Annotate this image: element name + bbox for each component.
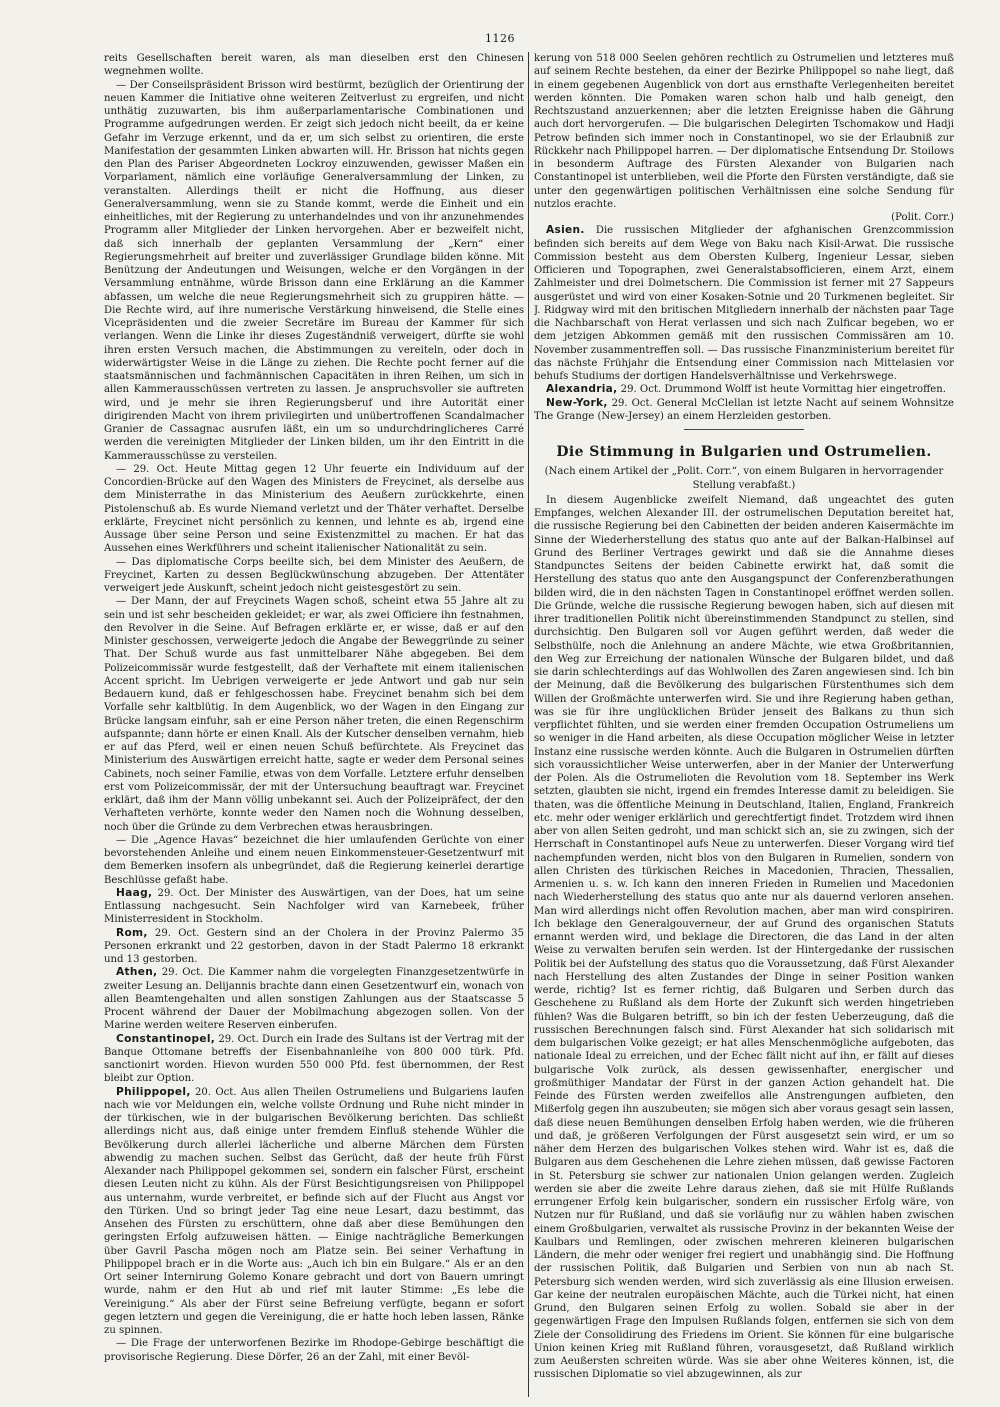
paragraph: kerung von 518 000 Seelen gehören rechtlich zu Ostrumelien und letzteres muß auf seinem Rechte bestehen, da einer der Bezirke Philippopel so nahe liegt, daß in einem gegebenen Augenblick von dort aus ernsthafte Verlegenheiten bereitet werden könnten. Die Pomaken waren schon halb und halb geneigt, den Rechtszustand anzuerkennen; aber die letzten Ereignisse haben die Gährung auch dort hervorgerufen. — Die bulgarischen Delegirten Tschomakow und Hadji Petrow befinden sich immer noch in Constantinopel, wo sie der Erlaubniß zur Rückkehr nach Philippopel harren. — Der diplomatische Entsendung Dr. Stoilows in besonderm Auftrage des Fürsten Alexander von Bulgarien nach Constantinopel ist unterblieben, weil die Pforte den Fürsten verständigte, daß sie unter den gegenwärtigen politischen Verhältnissen eine solche Sendung für nutzlos erachte. — [534, 53, 954, 210]
paragraph: — Der Mann, der auf Freycinets Wagen schoß, scheint etwa 55 Jahre alt zu sein und ist sehr bescheiden gekleidet; er war, als zwei Officiere ihn festnahmen, den Revolver in die Seine. Auf Befragen erklärte er, er wisse, daß er auf den Minister geschossen, verweigerte jedoch die Angabe der Beweggründe zu seiner That. Der Schuß wurde aus fast unmittelbarer Nähe abgegeben. Bei dem Polizeicommissär wurde festgestellt, daß der Verhaftete mit einem italienischen Accent spricht. Im Uebrigen verweigerte er jede Antwort und gab nur sein Bedauern kund, daß er fehlgeschossen habe. Freycinet benahm sich bei dem Vorfalle sehr kaltblütig. In dem Augenblick, wo der Wagen in den Eingang zur Brücke langsam einfuhr, sah er eine Person näher treten, die einen Regenschirm aufspannte; dann hörte er einen Knall. Als der Kutscher denselben vernahm, hieb er auf das Pferd, weil er einen neuen Schuß befürchtete. Als Freycinet das Ministerium des Auswärtigen erreicht hatte, sagte er weder dem Personal seines Cabinets, noch seiner Familie, etwas von dem Vorfalle. Letztere erfuhr denselben erst vom Polizeicommissär, der mit der Untersuchung beauftragt war. Freycinet erklärt, daß ihm der Mann völlig unbekannt sei. Auch der Polizeipräfect, der den Verhafteten verhörte, konnte weder den Namen noch die Wohnung desselben, noch über die Gründe zu dem Verbrechen etwas herausbringen. — [104, 596, 524, 833]
dateline: Constantinopel, — [116, 1032, 216, 1045]
paragraph: reits Gesellschaften bereit waren, als man dieselben erst den Chinesen wegnehmen wollte. — [104, 53, 524, 78]
paragraph: — Das diplomatische Corps beeilte sich, bei dem Minister des Aeußern, de Freycinet, Karten zu dessen Beglückwünschung abzugeben. Der Attentäter verweigert jede Auskunft, scheint jedoch nicht geistesgestört zu sein. — [104, 556, 524, 594]
news-text: 29. Oct. Die Kammer nahm die vorgelegten Finanzgesetzentwürfe in zweiter Lesung an. Delijannis brachte dann einen Gesetzentwurf ein, wonach von allen Beamtengehalten und allen sonstigen Zahlungen aus der Staatscasse 5 Procent während der Dauer der Mobilmachung abgezogen sollen. Von der Marine werden weitere Reserven einberufen. — [104, 967, 524, 1032]
dateline: Asien. — [546, 224, 585, 237]
dateline: Alexandria, — [546, 383, 618, 396]
news-item-athen — [104, 966, 524, 1032]
paragraph: — 29. Oct. Heute Mittag gegen 12 Uhr feuerte ein Individuum auf der Concordien-Brücke auf den Wagen des Ministers de Freycinet, als derselbe aus dem Ministerrathe in das Ministerium des Aeußern zurückkehrte, einen Pistolenschuß ab. Es wurde Niemand verletzt und der Thäter verhaftet. Derselbe erklärte, Freycinet nicht persönlich zu kennen, und lehnte es ab, irgend eine Aussage über seine Person und seine Existenzmittel zu machen. Er hat das Aussehen eines Werkführers und scheint italienischer Nationalität zu sein. — [104, 463, 524, 555]
news-item-alexandria — [534, 383, 954, 396]
article-heading: Die Stimmung in Bulgarien und Ostrumelien. — [556, 444, 932, 460]
page-number: 1126 — [485, 32, 515, 45]
paragraph: — Der Conseilspräsident Brisson wird bestürmt, bezüglich der Orientirung der neuen Kammer die Initiative ohne weiteren Zeitverlust zu ergreifen, und nicht unthätig zuzuwarten, bis ihm außerparlamentarische Combinationen und Programme aufgedrungen werden. Er zeigt sich jedoch nicht beeilt, da er keine Gefahr im Verzuge erkennt, und da er, um sich selbst zu orientiren, die erste Manifestation der gesammten Linken abwarten will. Hr. Brisson hat nichts gegen den Plan des Pariser Abgeordneten Lockroy einzuwenden, gewisser Maßen ein Vorparlament, nämlich eine vorläufige Generalversammlung der Linken, zu veranstalten. Allerdings theilt er nicht die Hoffnung, aus dieser Generalversammlung, wenn sie zu Stande kommt, werde die Einheit und ein einheitliches, mit der Regierung zu unterhandelndes und von ihr anzunehmendes Programm aller Mitglieder der Linken hervorgehen. Aber er bezweifelt nicht, daß sich innerhalb der geplanten Versammlung der „Kern“ einer Regierungsmehrheit auf breiter und zuverlässiger Grundlage bilden könne. Mit Benützung der Andeutungen und Weisungen, welche er den Vorgängen in der Versammlung entnähme, würde Brisson dann eine Erklärung an die Kammer abfassen, um welche die neue Regierungsmehrheit sich zu gruppiren hätte. — Die Rechte wird, auf ihre numerische Verstärkung hinweisend, die Stelle eines Vicepräsidenten und die zweier Secretäre im Bureau der Kammer für sich verlangen. Wenn die Linke ihr dieses Zugeständniß verweigert, dürfte sie wohl ihren ersten Versuch machen, die Abstimmungen zu vereiteln, oder doch in widerwärtigster Weise in die Länge zu ziehen. Die Rechte pocht ferner auf die staatsmännischen und fachmännischen Capacitäten in ihren Reihen, um sich in allen Kammerausschüssen vertreten zu lassen. Je anspruchsvoller sie auftreten wird, und je mehr sie ihren Regierungsberuf und ihre Autorität einer dirigirenden Macht von ihrem privilegirten und unübertroffenen Scandalmacher Granier de Cassagnac ausrufen läßt, ein um so undurchdringlicheres Carré werden die vereinigten Mitglieder der Linken bilden, um ihr den Eintritt in die Kammerausschüsse zu versteilen. — [104, 79, 524, 462]
source-signature: (Polit. Corr.) — [891, 212, 954, 223]
news-text: 29. Oct. Drummond Wolff ist heute Vormittag hier eingetroffen. — [617, 384, 946, 396]
news-item-philippopel — [104, 1086, 524, 1338]
divider — [684, 429, 804, 430]
news-item-new-york — [534, 397, 954, 424]
article-subheading: (Nach einem Artikel der „Polit. Corr.“, von einem Bulgaren in hervorragender Stellung verabfaßt.) — [544, 466, 944, 491]
dateline: Haag, — [116, 886, 153, 899]
article-body: In diesem Augenblicke zweifelt Niemand, daß ungeachtet des guten Empfanges, welchen Alexander III. der ostrumelischen Deputation bereitet hat, die russische Regierung bei den Cabinetten der beiden anderen Kaisermächte im Sinne der Wiederherstellung des status quo ante auf der Balkan-Halbinsel auf Grund des Berliner Vertrages gewirkt und daß sie die Annahme dieses Standpunctes Seitens der beiden Cabinette erwirkt hat, daß somit die Herstellung des status quo ante den Ausgangspunct der Conferenzberathungen bilden wird, die in den nächsten Tagen in Constantinopel eröffnet werden sollen. Die Gründe, welche die russische Regierung bewogen haben, sich auf diesen mit ihrer traditionellen Politik nicht übereinstimmenden Standpunct zu stellen, sind durchsichtig. Den Bulgaren soll vor Augen geführt werden, daß weder die Selbsthülfe, noch die Anlehnung an andere Mächte, wie etwa Großbritannien, den Weg zur Erreichung der nationalen Wünsche der Bulgaren bildet, und daß sie darin schlechterdings auf das Wohlwollen des Zaren angewiesen sind. Ich bin der Meinung, daß die Bevölkerung des bulgarischen Fürstenthumes sich dem Willen der Großmächte unterwerfen wird. Sie und ihre Regierung haben gethan, was sie für ihre unglücklichen Brüder jenseit des Balkans zu thun sich verpflichtet fühlten, und sie werden einer fremden Occupation Ostrumeliens um so weniger in die Hand arbeiten, als diese Occupation möglicher Weise in letzter Instanz eine russische werden könnte. Auch die Bulgaren in Ostrumelien dürften sich voraussichtlicher Weise unterwerfen, aber in der Manier der Unterwerfung der Polen. Als die Ostrumelioten die Revolution vom 18. September ins Werk setzten, glaubten sie nicht, irgend ein fremdes Interesse damit zu beleidigen. Sie thaten, was die öffentliche Meinung in Deutschland, Italien, England, Frankreich etc. mehr oder weniger erklärlich und gerechtfertigt findet. Trotzdem wird ihnen aber von allen Seiten gedroht, und man schickt sich an, sie zu zwingen, sich der Herrschaft in Constantinopel aufs Neue zu unterwerfen. Dieser Vorgang wird tief nachempfunden werden, nicht blos von den Bulgaren in Rumelien, sondern von allen Christen des türkischen Reiches in Macedonien, Thracien, Thessalien, Armenien u. s. w. Ich kann den inneren Frieden in Rumelien und Macedonien nach Wiederherstellung des status quo ante nur als dauernd verloren ansehen. Man wird allerdings nicht offen Revolution machen, aber man wird conspiriren. Ich beklage den Generalgouverneur, der auf Grund des organischen Statuts ernannt werden wird, und beklage die Directoren, die das Land in der alten Weise zu verwalten berufen sein werden. Ist der Hintergedanke der russischen Politik bei der Aufstellung des status quo die Voraussetzung, daß Fürst Alexander nach Herstellung des alten Zustandes der Dinge in seiner Position wanken werde, richtig? Ist es ferner richtig, daß Bulgaren und Serben durch das Geschehene zu Rußland als dem Horte der Zukunft sich werden hingetrieben fühlen? Was die Bulgaren betrifft, so bin ich der festen Ueberzeugung, daß die russischen Berechnungen falsch sind. Fürst Alexander hat sich solidarisch mit dem bulgarischen Volke gezeigt; er hat alles Menschenmögliche aufgeboten, das nationale Ideal zu erreichen, und der Echec fällt nicht auf ihn, er fällt auf dieses bulgarische Volk zurück, als dessen gewissenhafter, energischer und großmüthiger Mandatar der Fürst in der ganzen Action gehandelt hat. Die Feinde des Fürsten werden zweifellos alle Anstrengungen aufbieten, den Mißerfolg gegen ihn auszubeuten; sie mögen sich aber voraus gesagt sein lassen, daß diese neuen Bemühungen denselben Erfolg haben werden, wie die früheren und daß, je größeren Verfolgungen der Fürst ausgesetzt sein wird, er um so näher dem Herzen des bulgarischen Volkes stehen wird. Wahr ist es, daß die Bulgaren aus dem Geschehenen die Lehre ziehen müssen, daß gewisse Factoren in St. Petersburg sie schwer zur nationalen Union gelangen werden. Zugleich werden sie aber die zweite Lehre daraus ziehen, daß sie mit Hülfe Rußlands errungener Erfolg kein bulgarischer, sondern ein russischer Erfolg wäre, von Nutzen nur für Rußland, und daß sie vorläufig nur zu wählen haben zwischen einem Großbulgarien, verwaltet als russische Provinz in der bekannten Weise der Kaulbars und Remlingen, oder zwischen mehreren kleineren bulgarischen Ländern, die mehr oder weniger frei regiert und unabhängig sind. Die Hoffnung der russischen Politik, daß Bulgarien und Serbien von nun ab nach St. Petersburg sich wenden werden, wird sich zuverlässig als eine Illusion erweisen. Gar keine der neutralen europäischen Mächte, auch die Türkei nicht, hat einen Grund, den Bulgaren seinen Erfolg zu wollen. Sobald sie aber in der gegenwärtigen Frage den Impulsen Rußlands folgen, entfernen sie sich von dem Ziele der Consolidirung des Friedens im Orient. Sie können für eine bulgarische Union keinen Krieg mit Rußland führen, vorausgesetzt, daß Rußland wirklich zum Aeußersten schreiten würde. Was sie aber ohne Weiteres können, ist, die russischen Diplomatie so viel abzugewinnen, als zur — [534, 494, 954, 1381]
news-item-rom — [104, 927, 524, 967]
news-text: 29. Oct. Durch ein Irade des Sultans ist der Vertrag mit der Banque Ottomane betreffs der Eisenbahnanleihe von 800 000 türk. Pfd. sanctionirt worden. Hievon wurden 550 000 Pfd. fest übernommen, der Rest bleibt zur Option. — [104, 1033, 524, 1085]
news-text: Die russischen Mitglieder der afghanischen Grenzcommission befinden sich bereits auf dem Wege von Baku nach Kisil-Arwat. Die russische Commission besteht aus dem Obersten Kulberg, Ingenieur Lessar, sieben Officieren und Topographen, zwei Generalstabsofficieren, einem Arzt, einem Zahlmeister und drei Dolmetschern. Die Commission ist ferner mit 27 Sappeurs ausgerüstet und wird von einer Kosaken-Sotnie und 20 Turkmenen begleitet. Sir J. Ridgway wird mit den britischen Mitgliedern innerhalb der nächsten paar Tage die Nachbarschaft von Herat verlassen und sich nach Zulficar begeben, wo er dem jetzigen Abkommen gemäß mit den russischen Commissären am 10. November zusammentreffen soll. — Das russische Finanzministerium bereitet für das nächste Frühjahr die Entsendung einer Commission nach Mittelasien vor behufs Studiums der dortigen Handelsverhältnisse und Verkehrswege. — [534, 225, 954, 382]
dateline: Athen, — [116, 966, 158, 979]
column-divider — [528, 52, 529, 1397]
news-item-asien — [534, 224, 954, 383]
news-text: 29. Oct. Der Minister des Auswärtigen, van der Does, hat um seine Entlassung nachgesucht. Sein Nachfolger wird van Karnebeek, früher Ministerresident in Stockholm. — [104, 887, 524, 926]
news-text: 29. Oct. Gestern sind an der Cholera in der Provinz Palermo 35 Personen erkrankt und 22 gestorben, davon in der Stadt Palermo 18 erkrankt und 13 gestorben. — [104, 927, 524, 965]
column-left — [104, 52, 524, 1397]
dateline: Philippopel, — [116, 1085, 191, 1098]
dateline: New-York, — [546, 396, 608, 409]
news-item-haag — [104, 887, 524, 927]
paragraph: — Die „Agence Havas“ bezeichnet die hier umlaufenden Gerüchte von einer bevorstehenden Anleihe und einem neuen Einkommensteuer-Gesetzentwurf mit dem Bemerken insofern als unbegründet, daß die Regierung keinerlei derartige Beschlüsse gefaßt habe. — [104, 834, 524, 886]
news-text: 20. Oct. Aus allen Theilen Ostrumeliens und Bulgariens laufen nach wie vor Meldungen ein, welche vollste Ordnung und Ruhe nicht minder in der türkischen, wie in der bulgarischen Bevölkerung berichten. Das schließt allerdings nicht aus, daß einige unter fremdem Einfluß stehende Wühler die Bevölkerung durch allerlei lächerliche und alberne Märchen dem Fürsten abwendig zu machen suchen. Selbst das Gerücht, daß der heute früh Fürst Alexander nach Philippopel gekommen sei, sondern ein falscher Fürst, erscheint diesen Leuten nicht zu kühn. Als der Fürst Besichtigungsreisen von Philippopel aus unternahm, wurde verbreitet, er befinde sich auf der Flucht aus Angst vor den Türken. Und so bringt jeder Tag eine neue Lesart, dazu bestimmt, das Ansehen des Fürsten zu erschüttern, ohne daß aber diese Bemühungen den geringsten Erfolg aufzuweisen hätten. — Einige nachträgliche Bemerkungen über Gavril Pascha mögen noch am Platze sein. Bei seiner Verhaftung in Philippopel brach er in die Worte aus: „Auch ich bin ein Bulgare.“ Als er an den Ort seiner Internirung Golemo Konare gebracht und dort von Bauern umringt wurde, nahm er den Hut ab und rief mit lauter Stimme: „Es lebe die Vereinigung.“ Als aber der Fürst seine Befreiung verfügte, begann er sofort gegen letztern und gegen die Vereinigung, die er hatte hoch leben lassen, Ränke zu spinnen. — [104, 1086, 524, 1336]
paragraph: — Die Frage der unterworfenen Bezirke im Rhodope-Gebirge beschäftigt die provisorische Regierung. Diese Dörfer, 26 an der Zahl, mit einer Bevöl- — [104, 1338, 524, 1363]
news-text: 29. Oct. General McClellan ist letzte Nacht auf seinem Wohnsitze The Grange (New-Jersey) an einem Herzleiden gestorben. — [534, 397, 954, 422]
news-item-constantinopel — [104, 1033, 524, 1086]
column-right — [534, 52, 954, 1397]
dateline: Rom, — [116, 926, 148, 939]
